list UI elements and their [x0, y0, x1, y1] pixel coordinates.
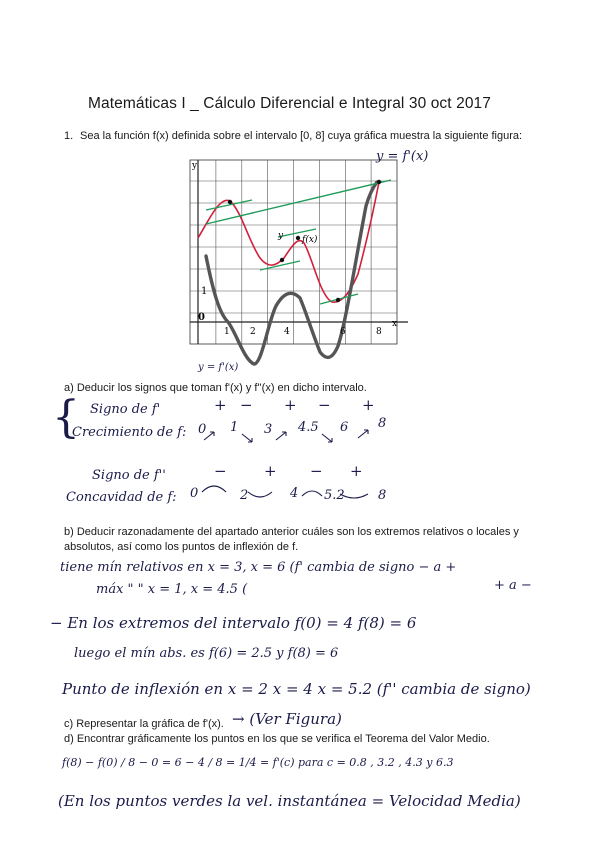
answer-c: → (Ver Figura)	[232, 710, 342, 728]
tick-one-label: 1	[201, 286, 208, 297]
sign-fprime-4: −	[318, 396, 331, 414]
growth-point-0: 0	[198, 422, 207, 437]
growth-label: Crecimiento de f:	[72, 425, 187, 440]
concavity-point-8: 8	[378, 488, 387, 503]
answer-b-inflection: Punto de inflexión en x = 2 x = 4 x = 5.2 (f'' cambia de signo)	[62, 680, 531, 698]
point-3	[296, 236, 300, 240]
tick-label-8: 8	[376, 327, 382, 337]
tick-label-1: 1	[224, 327, 230, 337]
question-b-prompt-line1: b) Deducir razonadamente del apartado anterior cuáles son los extremos relativos o locales y	[64, 526, 519, 538]
concavity-point-0: 0	[190, 486, 199, 501]
origin-label: 0	[198, 312, 205, 323]
tick-label-6: 6	[340, 327, 346, 337]
function-figure	[180, 146, 600, 381]
question-1-number: 1.	[64, 130, 74, 142]
fprime-label-top: y = f'(x)	[376, 149, 429, 164]
answer-d-formula: f(8) − f(0) / 8 − 0 = 6 − 4 / 8 = 1/4 = f'(c) para c = 0.8 , 3.2 , 4.3 y 6.3	[62, 756, 454, 769]
axis-label-y: y	[192, 161, 198, 171]
sign-fprime-1: +	[214, 396, 227, 414]
concavity-point-5-2: 5.2	[324, 488, 345, 503]
answer-b-extremes: − En los extremos del intervalo f(0) = 4 f(8) = 6	[50, 614, 417, 632]
growth-point-1: 1	[230, 420, 239, 435]
grid-vertical-lines	[216, 160, 371, 344]
question-a-prompt: a) Deducir los signos que toman f'(x) y f''(x) en dicho intervalo.	[64, 382, 367, 394]
answer-b-max: máx " " x = 1, x = 4.5 (	[96, 582, 248, 597]
answer-b-abs-min: luego el mín abs. es f(6) = 2.5 y f(8) = 6	[74, 646, 339, 661]
answer-d-note: (En los puntos verdes la vel. instantánea = Velocidad Media)	[58, 792, 521, 810]
sign-fsecond-3: −	[310, 462, 323, 480]
question-b-prompt-line2: absolutos, así como los puntos de inflexión de f.	[64, 541, 299, 553]
arrows-drawing	[190, 412, 390, 508]
question-1-statement: Sea la función f(x) definida sobre el intervalo [0, 8] cuya gráfica muestra la siguiente figura:	[80, 130, 523, 142]
point-4	[336, 298, 340, 302]
tick-label-4: 4	[284, 327, 290, 337]
answer-b-min: tiene mín relativos en x = 3, x = 6 (f' cambia de signo − a +	[60, 560, 457, 575]
point-5	[377, 180, 381, 184]
concavity-point-2: 2	[240, 488, 249, 503]
sign-fsecond-label: Signo de f''	[92, 468, 166, 483]
concavity-label: Concavidad de f:	[66, 490, 177, 505]
question-d-prompt: d) Encontrar gráficamente los puntos en los que se verifica el Teorema del Valor Medio.	[64, 733, 490, 745]
question-c-prompt: c) Representar la gráfica de f'(x).	[64, 718, 224, 730]
page-title: Matemáticas I _ Cálculo Diferencial e Integral 30 oct 2017	[88, 95, 491, 112]
answer-b-max-note: + a −	[494, 578, 532, 593]
point-1	[228, 200, 232, 204]
fprime-curve	[206, 182, 377, 364]
axis-label-x: x	[392, 319, 398, 329]
growth-point-3: 3	[264, 422, 273, 437]
fx-label: f(x)	[302, 235, 318, 245]
growth-point-8: 8	[378, 416, 387, 431]
sign-fprime-5: +	[362, 396, 375, 414]
brace-icon: {	[52, 392, 80, 443]
sign-fprime-label: Signo de f'	[90, 402, 161, 417]
sign-fprime-3: +	[284, 396, 297, 414]
growth-point-4-5: 4.5	[298, 420, 319, 435]
sign-fsecond-1: −	[214, 462, 227, 480]
sign-fsecond-2: +	[264, 462, 277, 480]
y-label-inner: y	[278, 231, 284, 241]
concavity-point-4: 4	[290, 486, 299, 501]
sign-fsecond-4: +	[350, 462, 363, 480]
tick-label-2: 2	[250, 327, 256, 337]
fprime-label-bottom: y = f'(x)	[198, 362, 239, 373]
sign-fprime-2: −	[240, 396, 253, 414]
growth-point-6: 6	[340, 420, 349, 435]
point-2	[280, 258, 284, 262]
